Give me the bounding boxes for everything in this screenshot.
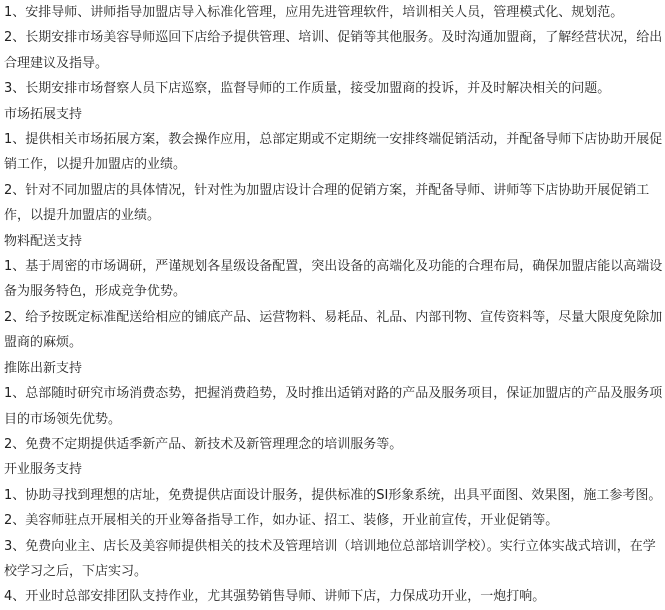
paragraph-line: 2、针对不同加盟店的具体情况，针对性为加盟店设计合理的促销方案，并配备导师、讲师等下店协助开展促销工 <box>4 182 650 198</box>
paragraph-line: 备为服务特色，形成竞争优势。 <box>4 284 187 300</box>
paragraph-line: 2、给予按既定标准配送给相应的铺底产品、运营物料、易耗品、礼品、内部刊物、宣传资料等，尽量大限度免除加 <box>4 309 663 325</box>
section-heading: 物料配送支持 <box>4 233 83 249</box>
paragraph-line: 1、总部随时研究市场消费态势，把握消费趋势，及时推出适销对路的产品及服务项目，保证加盟店的产品及服务项 <box>4 386 663 402</box>
paragraph-line: 盟商的麻烦。 <box>4 335 83 351</box>
paragraph-line: 目的市场领先优势。 <box>4 411 122 427</box>
paragraph-line: 作，以提升加盟店的业绩。 <box>4 208 161 224</box>
paragraph-line: 校学习之后，下店实习。 <box>4 563 148 579</box>
section-heading: 推陈出新支持 <box>4 360 83 376</box>
paragraph-line: 合理建议及指导。 <box>4 55 109 71</box>
paragraph-line: 2、免费不定期提供适季新产品、新技术及新管理理念的培训服务等。 <box>4 436 403 452</box>
paragraph-line: 1、提供相关市场拓展方案，教会操作应用，总部定期或不定期统一安排终端促销活动，并配备导师下店协助开展促 <box>4 132 663 148</box>
paragraph-line: 2、长期安排市场美容导师巡回下店给予提供管理、培训、促销等其他服务。及时沟通加盟商，了解经营状况，给出 <box>4 30 663 46</box>
paragraph-line: 销工作，以提升加盟店的业绩。 <box>4 157 187 173</box>
paragraph-line: 3、长期安排市场督察人员下店巡察，监督导师的工作质量，接受加盟商的投诉，并及时解决相关的问题。 <box>4 81 611 97</box>
paragraph-line: 3、免费向业主、店长及美容师提供相关的技术及管理培训（培训地位总部培训学校）。实行立体实战式培训，在学 <box>4 538 656 554</box>
paragraph-line: 1、协助寻找到理想的店址，免费提供店面设计服务，提供标准的SI形象系统，出具平面图、效果图，施工参考图。 <box>4 487 662 503</box>
paragraph-line: 1、安排导师、讲师指导加盟店导入标准化管理，应用先进管理软件，培训相关人员，管理模式化、规划范。 <box>4 5 624 20</box>
section-heading: 市场拓展支持 <box>4 106 83 122</box>
paragraph-line: 2、美容师驻点开展相关的开业筹备指导工作，如办证、招工、装修，开业前宣传，开业促销等。 <box>4 513 559 529</box>
paragraph-line: 1、基于周密的市场调研，严谨规划各星级设备配置，突出设备的高端化及功能的合理布局，确保加盟店能以高端设 <box>4 259 663 275</box>
paragraph-line: 4、开业时总部安排团队支持作业，尤其强势销售导师、讲师下店，力保成功开业，一炮打响。 <box>4 589 546 605</box>
section-heading: 开业服务支持 <box>4 462 83 478</box>
